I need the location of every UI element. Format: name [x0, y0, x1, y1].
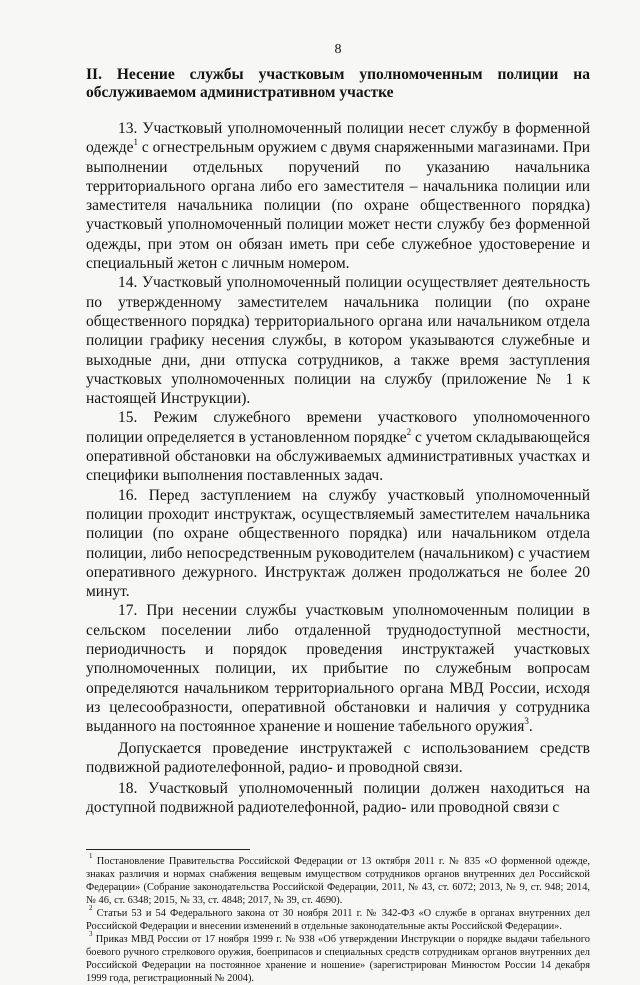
paragraph-17: 17. При несении службы участковым уполномоченным полиции в сельском поселении либо отдаленной труднодоступной местности, периодичность и порядок проведения инструктажей участковых уполномоченных полиции, их прибытие по служебным вопросам определяются начальником территориального органа МВД России, исходя из целесообразности, оперативной обстановки и наличия у сотрудника выданного на постоянное хранение и ношение табельного оружия$^3$.	[86, 602, 590, 736]
footnotes	[86, 852, 590, 985]
paragraph-17-continued: Допускается проведение инструктажей с использованием средств подвижной радиотелефонной, радио- и проводной связи.	[86, 739, 590, 776]
paragraph-18: 18. Участковый уполномоченный полиции должен находиться на доступной подвижной радиотелефонной, радио- или проводной связи с	[86, 780, 590, 817]
paragraph-15: 15. Режим служебного времени участкового уполномоченного полиции определяется в установленном порядке$^2$ с учетом складывающейся оперативной обстановки на обслуживаемых административных участках и специфики выполнения поставленных задач.	[86, 409, 590, 485]
section-heading: II. Несение службы участковым уполномоченным полиции на обслуживаемом административном участке	[86, 66, 590, 101]
footnote-ref-3: 3	[524, 716, 529, 727]
paragraph-16: 16. Перед заступлением на службу участковый уполномоченный полиции проходит инструктаж, осуществляемый заместителем начальника полиции (по охране общественного порядка) или начальником отдела полиции, либо непосредственным руководителем (начальником) с участием оперативного дежурного. Инструктаж должен продолжаться не более 20 минут.	[86, 486, 590, 601]
paragraph-13: 13. Участковый уполномоченный полиции несет службу в форменной одежде$^1$ с огнестрельным оружием с двумя снаряженными магазинами. При выполнении отдельных поручений по указанию начальника территориального органа либо его заместителя – начальника полиции или заместителя начальника полиции (по охране общественного порядка) участковый уполномоченный полиции может нести службу без форменной одежды, при этом он обязан иметь при себе служебное удостоверение и специальный жетон с личным номером.	[86, 120, 591, 273]
footnote-ref-1: 1	[133, 137, 139, 148]
page-number: 8	[334, 42, 342, 57]
footnote-1: $^1$ Постановление Правительства Российской Федерации от 13 октября 2011 г. № 835 «О форменной одежде, знаках различия и нормах снабжения вещевым имуществом сотрудников органов внутренних дел Российской Федерации» (Собрание законодательства Российской Федерации, 2011, № 43, ст. 6072; 2013, № 9, ст. 948; 2014, № 46, ст. 6348; 2015, № 33, ст. 4848; 2017, № 39, ст. 4690).	[86, 852, 590, 906]
footnote-2: $^2$ Статьи 53 и 54 Федерального закона от 30 ноября 2011 г. № 342-ФЗ «О службе в органах внутренних дел Российской Федерации и внесении изменений в отдельные законодательные акты Российской Федерации».	[86, 904, 590, 932]
footnote-ref-2: 2	[406, 426, 412, 437]
footnote-divider	[86, 849, 250, 850]
footnote-3: $^3$ Приказ МВД России от 17 ноября 1999 г. № 938 «Об утверждении Инструкции о порядке выдачи табельного боевого ручного стрелкового оружия, боеприпасов и специальных средств сотрудникам органов внутренних дел Российской Федерации на постоянное хранение и ношение» (зарегистрирован Минюстом России 14 декабря 1999 года, регистрационный № 2004).	[86, 930, 590, 984]
body-text	[86, 119, 590, 818]
paragraph-14: 14. Участковый уполномоченный полиции осуществляет деятельность по утвержденному заместителем начальника полиции (по охране общественного порядка) территориального органа или начальником отдела полиции графику несения службы, в котором указываются служебные и выходные дни, дни отпуска сотрудников, а также время заступления участковых уполномоченных полиции на службу (приложение № 1 к настоящей Инструкции).	[86, 274, 590, 408]
